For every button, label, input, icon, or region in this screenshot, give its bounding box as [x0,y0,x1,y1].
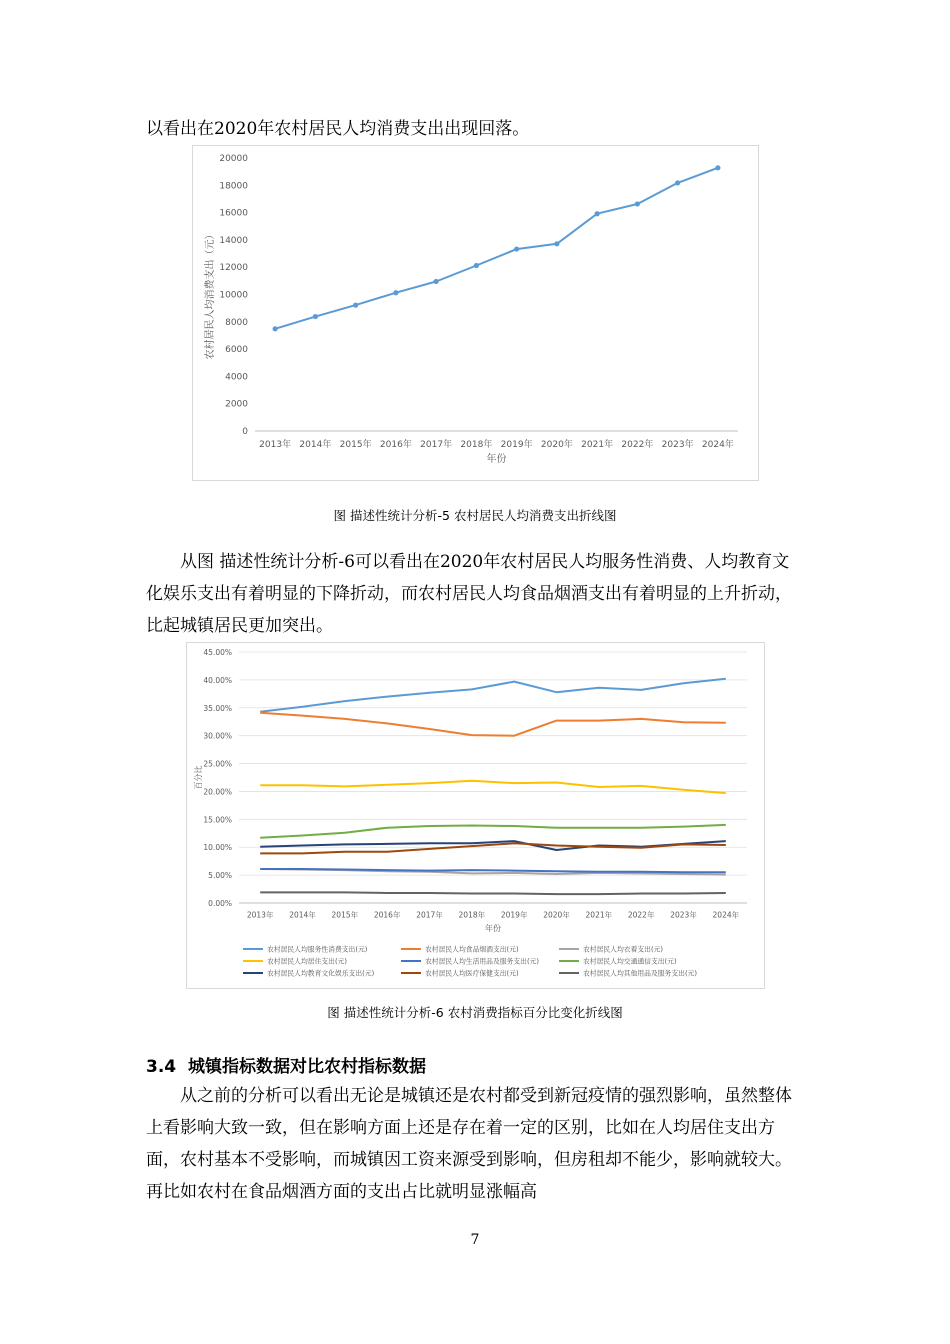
paragraph-1: 以看出在2020年农村居民人均消费支出出现回落。 [146,119,530,139]
series-line [260,679,726,712]
y-tick-label: 2000 [225,399,248,410]
x-axis-title: 年份 [486,454,507,465]
data-point [474,263,479,268]
x-tick-label: 2019年 [500,440,533,450]
y-tick-label: 30.00% [203,731,232,741]
legend-label: 农村居民人均其他用品及服务支出(元) [583,969,698,978]
y-tick-label: 14000 [219,235,248,246]
x-tick-label: 2017年 [416,910,443,920]
figure-6-caption: 图 描述性统计分析-6 农村消费指标百分比变化折线图 [327,1005,623,1020]
data-point [313,314,318,319]
y-tick-label: 0.00% [208,899,232,908]
series-line [260,892,726,894]
x-tick-label: 2013年 [246,910,274,920]
legend-label: 农村居民人均食品烟酒支出(元) [425,945,519,954]
x-tick-label: 2022年 [627,910,655,920]
y-tick-label: 35.00% [203,703,232,713]
y-tick-label: 12000 [219,263,248,274]
x-tick-label: 2022年 [621,440,654,450]
section-number: 3.4 [146,1057,177,1077]
data-point [595,211,600,216]
paragraph-3: 从之前的分析可以看出无论是城镇还是农村都受到新冠疫情的强烈影响，虽然整体上看影响大致一致，但在影响方面上还是存在着一定的区别，比如在人均居住支出方面，农村基本不受影响，而城镇因工资来源受到影响，但房租却不能少，影响就较大。再比如农村在食品烟酒方面的支出占比就明显涨幅高 [146,1086,792,1202]
x-tick-label: 2018年 [460,440,493,450]
legend-label: 农村居民人均交通通信支出(元) [583,957,677,966]
y-axis-title: 农村居民人均消费支出（元） [205,229,216,360]
x-tick-label: 2021年 [581,440,614,450]
y-tick-label: 20000 [219,154,248,164]
y-axis-title: 百分比 [194,765,203,790]
data-point [514,246,519,251]
y-tick-label: 16000 [219,208,248,219]
y-tick-label: 10000 [219,290,248,301]
data-point [434,279,439,284]
y-tick-label: 8000 [225,317,248,328]
x-tick-label: 2023年 [670,910,697,920]
x-tick-label: 2018年 [458,910,486,920]
data-point [635,201,640,206]
data-point [675,180,680,185]
y-tick-label: 45.00% [203,648,232,657]
series-line [260,825,726,838]
x-tick-label: 2014年 [299,440,332,450]
series-line [260,713,726,736]
x-tick-label: 2019年 [500,910,528,920]
data-point [273,326,278,331]
legend-label: 农村居民人均居住支出(元) [267,957,348,966]
x-tick-label: 2015年 [331,910,359,920]
series-line [275,168,718,329]
x-tick-label: 2014年 [289,910,316,920]
legend-label: 农村居民人均教育文化娱乐支出(元) [267,969,375,978]
x-tick-label: 2020年 [543,910,570,920]
x-axis-title: 年份 [485,924,501,933]
x-tick-label: 2023年 [661,440,694,450]
y-tick-label: 4000 [225,372,248,383]
chart-percentage-lines [187,643,764,988]
x-tick-label: 2024年 [712,910,740,920]
y-tick-label: 10.00% [203,843,232,853]
paragraph-2: 从图 描述性统计分析-6可以看出在2020年农村居民人均服务性消费、人均教育文化娱乐支出有着明显的下降折动，而农村居民人均食品烟酒支出有着明显的上升折动，比起城镇居民更加突出。 [146,552,792,636]
y-tick-label: 25.00% [203,759,232,769]
y-tick-label: 18000 [219,181,248,192]
x-tick-label: 2016年 [373,910,401,920]
x-tick-label: 2013年 [259,440,292,450]
figure-5-caption: 图 描述性统计分析-5 农村居民人均消费支出折线图 [333,508,617,523]
chart-1-frame [192,145,759,481]
legend-label: 农村居民人均生活用品及服务支出(元) [425,957,540,966]
x-tick-label: 2021年 [585,910,613,920]
y-tick-label: 6000 [225,345,248,356]
legend-label: 农村居民人均服务性消费支出(元) [267,945,368,954]
y-tick-label: 40.00% [203,675,232,685]
x-tick-label: 2016年 [379,440,412,450]
x-tick-label: 2020年 [540,440,573,450]
section-heading [146,1052,426,1077]
chart-consumption-line [193,146,758,480]
x-tick-label: 2015年 [339,440,372,450]
data-point [554,241,559,246]
x-tick-label: 2017年 [420,440,453,450]
data-point [393,290,398,295]
legend-label: 农村居民人均医疗保健支出(元) [425,969,519,978]
y-tick-label: 0 [242,427,248,437]
page-number: 7 [470,1232,480,1248]
section-title: 城镇指标数据对比农村指标数据 [187,1057,426,1077]
chart-2-frame [186,642,765,989]
data-point [353,303,358,308]
y-tick-label: 20.00% [203,787,232,797]
x-tick-label: 2024年 [701,440,734,450]
y-tick-label: 5.00% [208,871,232,881]
y-tick-label: 15.00% [203,815,232,825]
data-point [715,165,720,170]
legend-label: 农村居民人均衣着支出(元) [583,945,664,954]
